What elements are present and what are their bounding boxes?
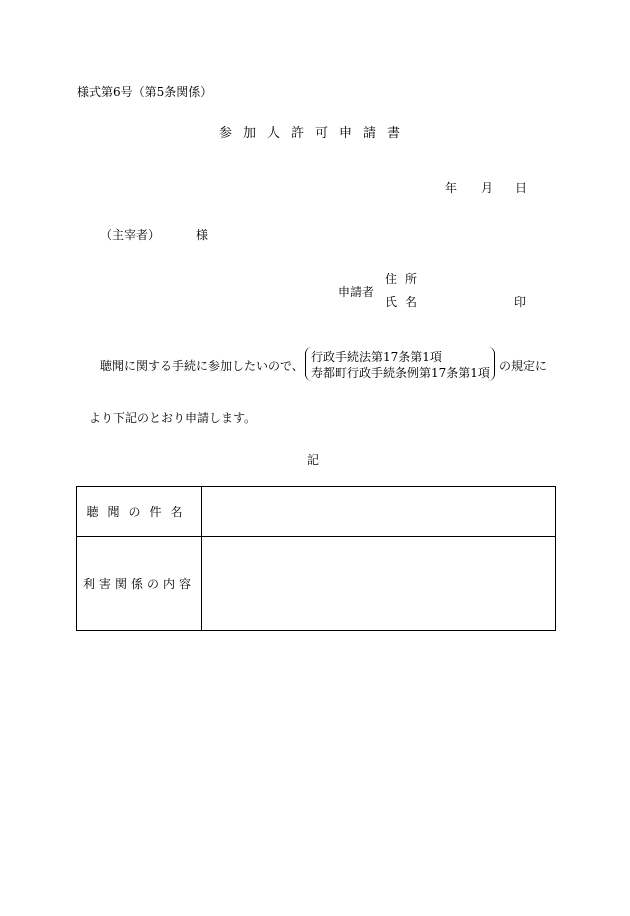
body-text-line1-suffix: の規定に <box>499 359 548 373</box>
interest-content-value[interactable] <box>202 537 556 631</box>
address-label: 住所 <box>385 272 426 286</box>
seal-label: 印 <box>514 295 527 309</box>
addressee-role: （主宰者） <box>100 228 161 242</box>
name-label: 氏名 <box>385 295 426 309</box>
applicant-label: 申請者 <box>338 285 375 299</box>
ki-heading: 記 <box>307 453 320 467</box>
document-title: 参加人許可申請書 <box>218 126 411 141</box>
law-option-administrative-procedure-act: 行政手続法第17条第1項 <box>311 350 442 364</box>
table-row-interest-content <box>77 537 556 631</box>
table-row-hearing-subject <box>77 487 556 537</box>
date-year-label: 年 <box>445 181 458 195</box>
application-details-table <box>76 486 556 631</box>
date-day-label: 日 <box>515 181 528 195</box>
date-month-label: 月 <box>481 181 494 195</box>
law-option-town-ordinance: 寿都町行政手続条例第17条第1項 <box>311 366 490 380</box>
body-text-line2: より下記のとおり申請します。 <box>89 411 257 425</box>
form-number: 様式第6号（第5条関係） <box>77 85 213 99</box>
hearing-subject-label: 聴聞の件名 <box>77 487 202 537</box>
hearing-subject-value[interactable] <box>202 487 556 537</box>
interest-content-label: 利害関係の内容 <box>77 537 202 631</box>
body-text-line1-prefix: 聴聞に関する手続に参加したいので、 <box>100 359 304 373</box>
addressee-honorific: 様 <box>196 228 209 242</box>
